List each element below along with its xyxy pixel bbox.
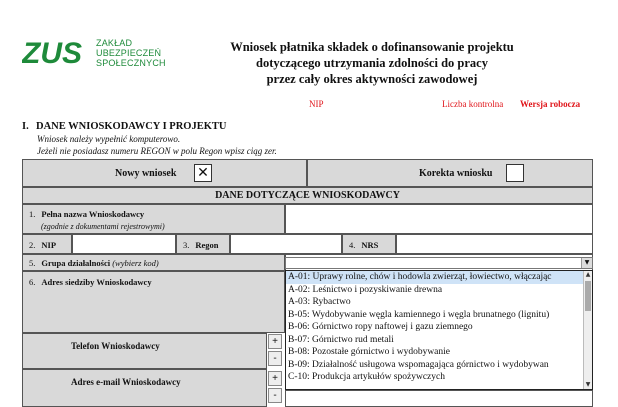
nrs-label-cell: 4. NRS xyxy=(342,234,396,254)
logo-line: SPOŁECZNYCH xyxy=(96,58,166,68)
new-request-checkbox[interactable]: ✕ xyxy=(194,164,212,182)
dropdown-scrollbar[interactable] xyxy=(583,271,592,389)
scroll-up-icon[interactable]: ▲ xyxy=(585,271,591,278)
nip-label-cell: 2. NIP xyxy=(22,234,72,254)
regon-label-cell: 3. Regon xyxy=(176,234,230,254)
form-title: Wniosek płatnika składek o dofinansowanie projektu dotyczącego utrzymania zdolności do pracy przez cały okres aktywności zawodowej xyxy=(230,40,514,86)
scroll-down-icon[interactable]: ▼ xyxy=(585,381,591,388)
section-note: Wniosek należy wypełnić komputerowo. xyxy=(37,134,181,144)
zus-logo-mark xyxy=(22,38,92,66)
new-request-label: Nowy wniosek xyxy=(115,168,177,179)
email-add-button[interactable]: + xyxy=(268,371,282,386)
new-request-cell xyxy=(22,159,307,187)
dropdown-option[interactable]: B-09: Działalność usługowa wspomagająca górnictwo i wydobywan xyxy=(288,359,549,370)
draft-badge: Wersja robocza xyxy=(520,99,581,109)
header-check-number: Liczba kontrolna xyxy=(442,99,504,109)
email-remove-button[interactable]: - xyxy=(268,388,282,403)
logo-line: ZAKŁAD xyxy=(96,38,133,48)
correction-label: Korekta wniosku xyxy=(419,168,493,179)
chevron-down-icon[interactable]: ▼ xyxy=(581,258,592,268)
email-input[interactable] xyxy=(285,390,593,407)
regon-input[interactable] xyxy=(230,234,342,254)
applicant-section-header: DANE DOTYCZĄCE WNIOSKODAWCY xyxy=(22,187,593,204)
full-name-hint: (zgodnie z dokumentami rejestrowymi) xyxy=(41,222,165,231)
dropdown-option[interactable]: B-07: Górnictwo rud metali xyxy=(288,334,394,345)
activity-group-label: Grupa działalności xyxy=(41,258,111,268)
full-name-input[interactable] xyxy=(285,204,593,234)
address-label: Adres siedziby Wnioskodawcy xyxy=(41,277,152,287)
dropdown-option[interactable]: B-06: Górnictwo ropy naftowej i gazu ziemnego xyxy=(288,322,473,332)
activity-group-dropdown-list[interactable] xyxy=(285,270,593,390)
correction-cell xyxy=(307,159,593,187)
full-name-label: Pełna nazwa Wnioskodawcy xyxy=(41,209,145,219)
activity-group-label-cell: 5. Grupa działalności (wybierz kod) xyxy=(22,254,285,271)
phone-add-button[interactable]: + xyxy=(268,334,282,349)
nip-input[interactable] xyxy=(72,234,176,254)
dropdown-option[interactable]: A-03: Rybactwo xyxy=(288,297,351,307)
email-label: Adres e-mail Wnioskodawcy xyxy=(71,377,181,387)
dropdown-option[interactable]: A-01: Uprawy rolne, chów i hodowla zwierząt, łowiectwo, włączając xyxy=(286,271,584,284)
section-note: Jeżeli nie posiadasz numeru REGON w polu Regon wpisz ciąg zer. xyxy=(37,146,277,156)
activity-group-select[interactable] xyxy=(285,257,593,269)
scroll-thumb[interactable] xyxy=(585,281,591,311)
nrs-input[interactable] xyxy=(396,234,593,254)
dropdown-option[interactable]: A-02: Leśnictwo i pozyskiwanie drewna xyxy=(288,284,443,295)
logo-line: UBEZPIECZEŃ xyxy=(96,48,162,58)
dropdown-option[interactable]: C-10: Produkcja artykułów spożywczych xyxy=(288,372,445,382)
nip-label: NIP xyxy=(41,240,57,250)
full-name-label-cell: 1. Pełna nazwa Wnioskodawcy (zgodnie z dokumentami rejestrowymi) xyxy=(22,204,285,234)
email-label-cell xyxy=(22,369,267,407)
address-label-cell: 6. Adres siedziby Wnioskodawcy xyxy=(22,271,285,333)
phone-remove-button[interactable]: - xyxy=(268,351,282,366)
phone-label: Telefon Wnioskodawcy xyxy=(71,341,160,351)
dropdown-option[interactable]: B-05: Wydobywanie węgla kamiennego i węgla brunatnego (lignitu) xyxy=(288,309,550,320)
nrs-label: NRS xyxy=(361,240,379,250)
regon-label: Regon xyxy=(195,240,219,250)
header-nip: NIP xyxy=(309,99,324,109)
phone-label-cell xyxy=(22,333,267,369)
dropdown-option[interactable]: B-08: Pozostałe górnictwo i wydobywanie xyxy=(288,347,451,357)
svg-text:ZUS: ZUS xyxy=(22,38,82,66)
correction-checkbox[interactable] xyxy=(506,164,524,182)
section-heading: I. DANE WNIOSKODAWCY I PROJEKTU xyxy=(22,121,227,132)
zus-logo xyxy=(22,38,172,78)
